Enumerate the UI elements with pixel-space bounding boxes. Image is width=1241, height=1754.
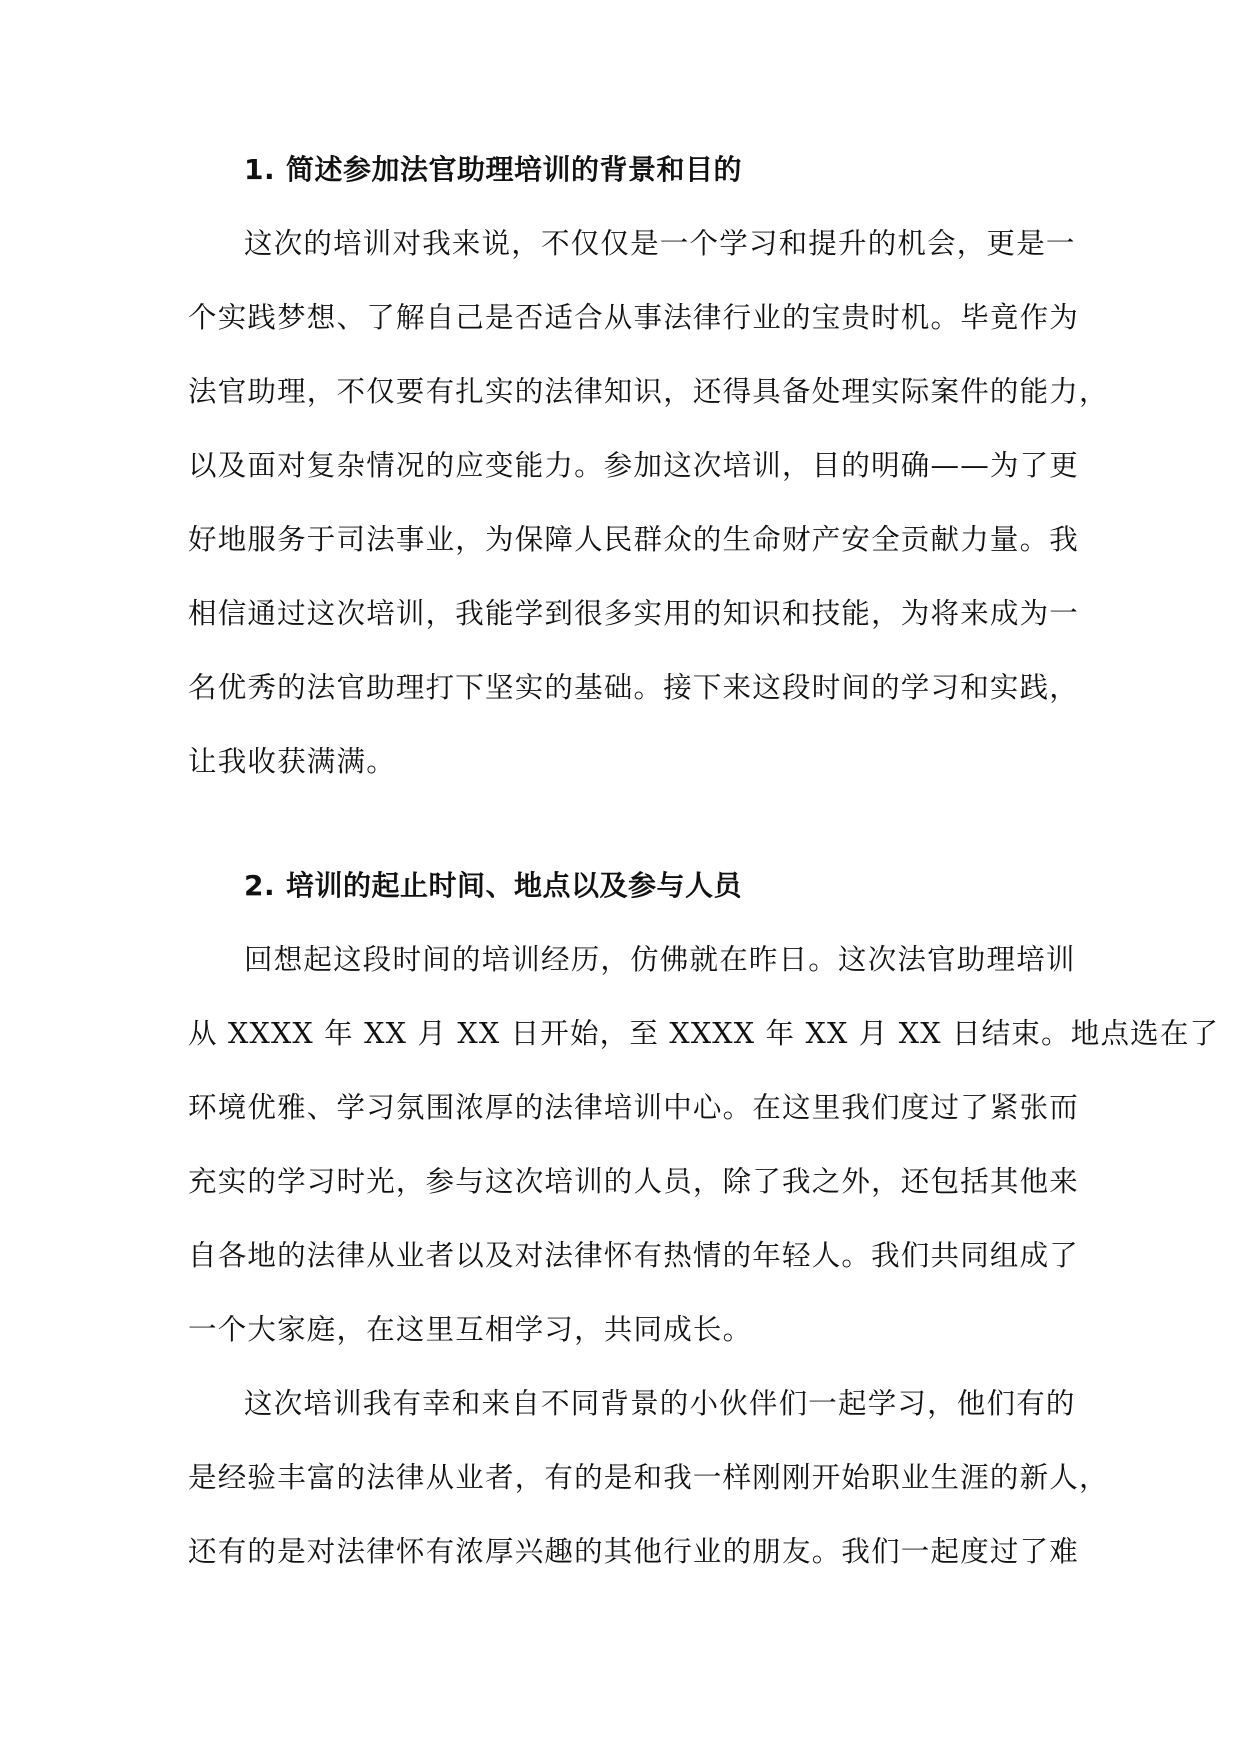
section-2-line: 一个大家庭，在这里互相学习，共同成长。 xyxy=(188,1313,753,1346)
section-1-line: 个实践梦想、了解自己是否适合从事法律行业的宝贵时机。毕竟作为 xyxy=(188,301,1080,334)
section-2-line: 回想起这段时间的培训经历，仿佛就在昨日。这次法官助理培训 xyxy=(244,943,1076,976)
section-1-line: 法官助理，不仅要有扎实的法律知识，还得具备处理实际案件的能力， xyxy=(188,375,1109,408)
section-2-number: 2. xyxy=(244,869,276,902)
section-1-line: 以及面对复杂情况的应变能力。参加这次培训，目的明确——为了更 xyxy=(188,449,1080,482)
section-2-line: 还有的是对法律怀有浓厚兴趣的其他行业的朋友。我们一起度过了难 xyxy=(188,1535,1080,1568)
section-1-line: 名优秀的法官助理打下坚实的基础。接下来这段时间的学习和实践， xyxy=(188,671,1080,704)
section-2-line: 充实的学习时光，参与这次培训的人员，除了我之外，还包括其他来 xyxy=(188,1165,1080,1198)
section-1-line: 让我收获满满。 xyxy=(188,745,396,778)
section-1-heading xyxy=(244,152,742,188)
section-1-line: 这次的培训对我来说，不仅仅是一个学习和提升的机会，更是一 xyxy=(244,227,1076,260)
section-1-number: 1. xyxy=(244,153,276,186)
section-2-heading xyxy=(244,868,742,904)
section-1-line: 相信通过这次培训，我能学到很多实用的知识和技能，为将来成为一 xyxy=(188,597,1080,630)
section-2-line: 从 XXXX 年 XX 月 XX 日开始，至 XXXX 年 XX 月 XX 日结束。地点选在了 xyxy=(188,1017,1220,1050)
section-1-title: 简述参加法官助理培训的背景和目的 xyxy=(286,153,743,186)
section-1-line: 好地服务于司法事业，为保障人民群众的生命财产安全贡献力量。我 xyxy=(188,523,1080,556)
section-2-line: 自各地的法律从业者以及对法律怀有热情的年轻人。我们共同组成了 xyxy=(188,1239,1080,1272)
section-2-line: 这次培训我有幸和来自不同背景的小伙伴们一起学习，他们有的 xyxy=(244,1387,1076,1420)
section-2-line: 是经验丰富的法律从业者，有的是和我一样刚刚开始职业生涯的新人， xyxy=(188,1461,1109,1494)
section-2-title: 培训的起止时间、地点以及参与人员 xyxy=(286,869,743,902)
section-2-line: 环境优雅、学习氛围浓厚的法律培训中心。在这里我们度过了紧张而 xyxy=(188,1091,1080,1124)
